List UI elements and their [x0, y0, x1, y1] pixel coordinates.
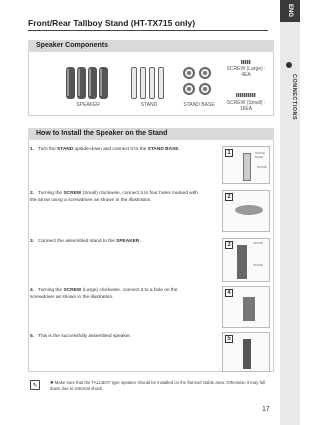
stand-base-icon: [199, 83, 211, 95]
page-number: 17: [262, 406, 270, 413]
step-1: 1. Turn the STAND upside-down and connect it to the STAND BASE.: [30, 147, 180, 152]
screw-large-label: SCREW (Large) : 4EA: [226, 66, 266, 78]
speaker-illustration-icon: [237, 245, 247, 279]
illustration-5: 5: [222, 332, 270, 372]
illustration-3: 3 STAND STAND: [222, 238, 270, 282]
illustration-2: 2: [222, 190, 270, 232]
screw-large-icon: [241, 60, 251, 64]
stand-icon: [149, 67, 155, 99]
stand-icon: [140, 67, 146, 99]
step-3: 3. Connect the assembled stand to the SPEAKER.: [30, 239, 141, 244]
section-tab-label: CONNECTIONS: [291, 74, 297, 121]
screw-small-label: SCREW (Small) : 16EA: [226, 100, 266, 112]
note-text: ✱ Make sure that the TALLBOY type speaker should be installed on the flat and stable area. Otherwise it may fall down due to external shock.: [50, 380, 265, 391]
page-title: Front/Rear Tallboy Stand (HT-TX715 only): [28, 18, 268, 31]
language-tab: ENG: [280, 0, 300, 22]
speaker-label: SPEAKER: [76, 102, 100, 108]
assembled-speaker-illustration-icon: [243, 339, 251, 369]
stand-label: STAND: [140, 102, 158, 108]
speaker-icon: [99, 67, 108, 99]
speaker-icon: [77, 67, 86, 99]
speaker-components-header: Speaker Components: [28, 40, 274, 52]
speaker-icon: [88, 67, 97, 99]
note-icon: ✎: [30, 380, 40, 390]
screwdriver-illustration-icon: [243, 297, 255, 321]
illustration-1: 1 STAND BASE STAND: [222, 146, 270, 184]
stand-base-icon: [199, 67, 211, 79]
step-4: 4. Turning the SCREW (Large) clockwise, connect it to a hole on the screwdriver as shown in the illustration.: [30, 288, 178, 300]
stand-base-icon: [183, 67, 195, 79]
speaker-icon: [66, 67, 75, 99]
stand-base-icon: [183, 83, 195, 95]
install-header: How to Install the Speaker on the Stand: [28, 128, 274, 140]
illustration-4: 4: [222, 286, 270, 328]
screw-small-icon: [236, 93, 256, 97]
stand-icon: [131, 67, 137, 99]
stand-icon: [158, 67, 164, 99]
stand-illustration-icon: [243, 153, 251, 181]
step-2: 2. Turning the SCREW (Small) clockwise, connect it to four holes marked with the arrow using a screwdriver as shown in the illustration.: [30, 191, 198, 203]
step-5: 5. This is the successfully assembled speaker.: [30, 334, 132, 339]
section-bullet-icon: [286, 62, 292, 68]
stand-base-illustration-icon: [235, 205, 263, 215]
stand-base-label: STAND BASE: [183, 102, 215, 108]
